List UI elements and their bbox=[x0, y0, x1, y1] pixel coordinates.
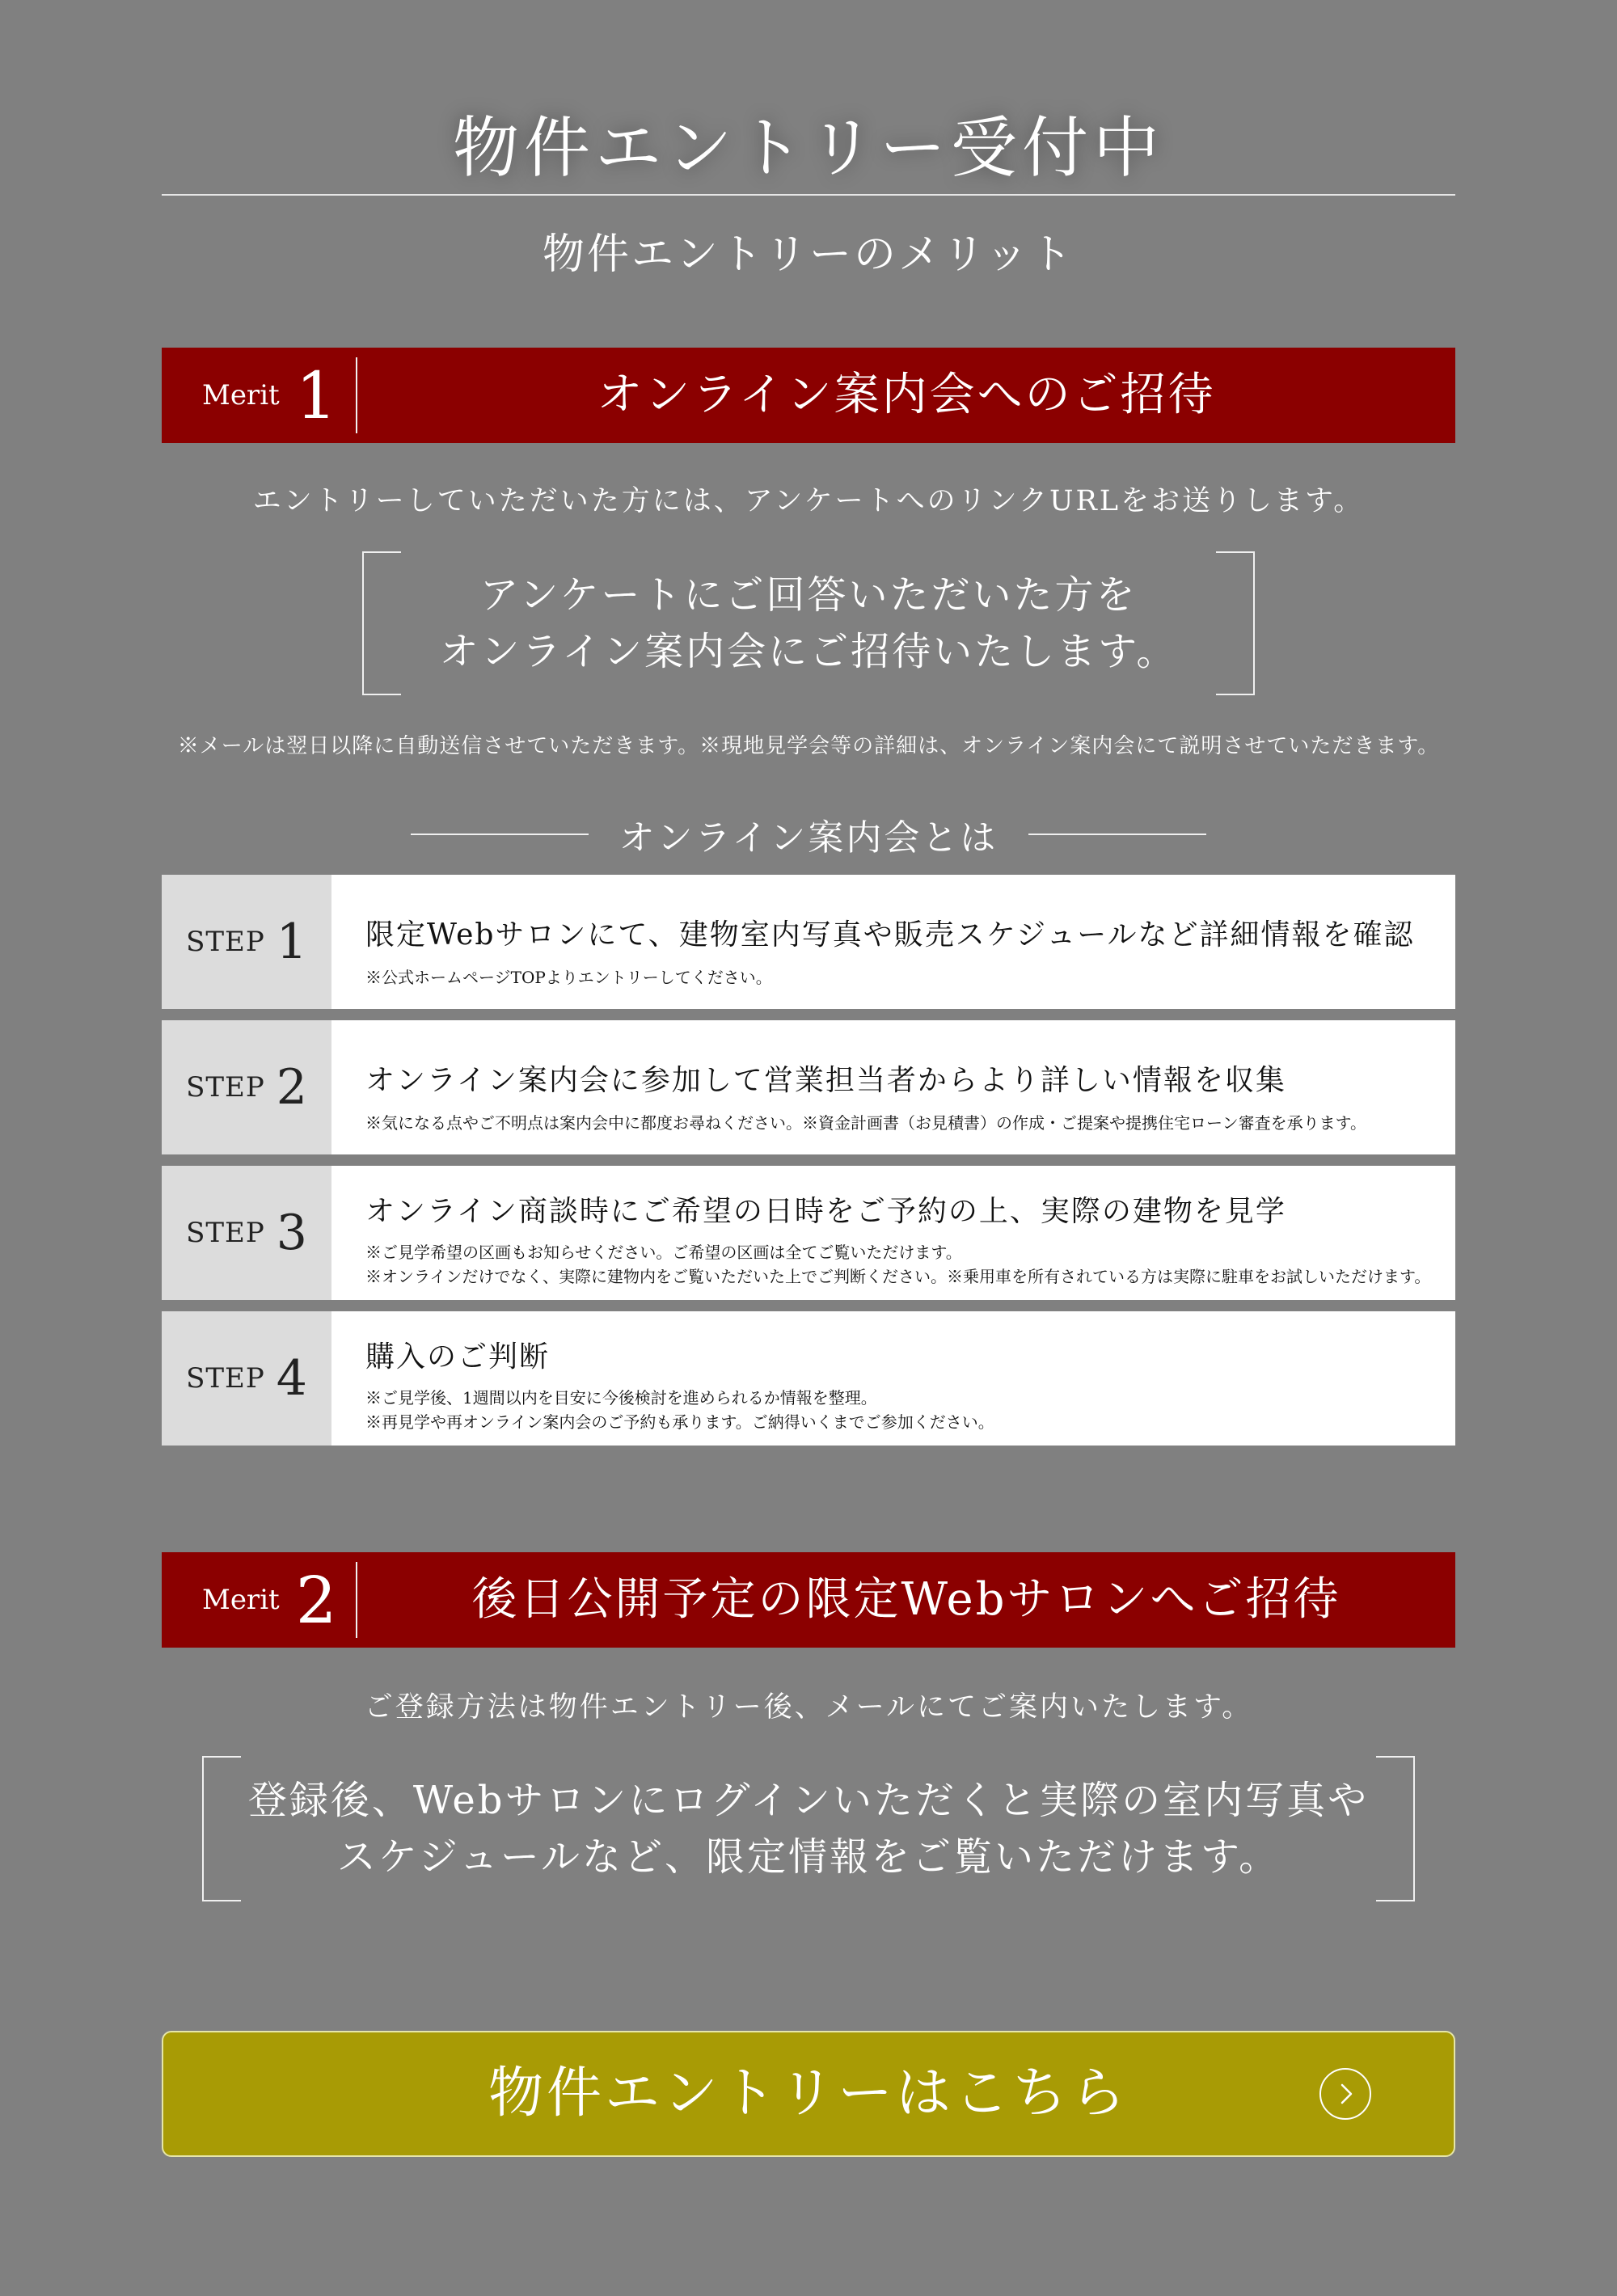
step-word: STEP bbox=[186, 926, 265, 958]
step-3-note-2: ※オンラインだけでなく、実際に建物内をご覧いただいた上でご判断ください。※乗用車を所有されている方は実際に駐車をお試しいただけます。 bbox=[365, 1267, 1431, 1286]
title-divider bbox=[162, 194, 1455, 196]
step-word: STEP bbox=[186, 1362, 265, 1395]
step-1-tab bbox=[162, 875, 331, 1009]
step-3-tab bbox=[162, 1166, 331, 1300]
step-3-card bbox=[162, 1166, 1455, 1300]
step-1-title: 限定Webサロンにて、建物室内写真や販売スケジュールなど詳細情報を確認 bbox=[365, 918, 1415, 952]
page-subtitle: 物件エントリーのメリット bbox=[543, 230, 1074, 279]
step-number: 1 bbox=[276, 914, 307, 970]
step-3-note-1: ※ご見学希望の区画もお知らせください。ご希望の区画は全てご覧いただけます。 bbox=[365, 1243, 962, 1262]
step-4-title: 購入のご判断 bbox=[365, 1340, 551, 1374]
merit-number: 2 bbox=[295, 1562, 337, 1638]
page-title: 物件エントリー受付中 bbox=[452, 110, 1164, 187]
merit-2-title: 後日公開予定の限定Webサロンへご招待 bbox=[471, 1573, 1341, 1626]
merit-1-description: エントリーしていただいた方には、アンケートへのリンクURLをお送りします。 bbox=[252, 485, 1365, 517]
step-2-title: オンライン案内会に参加して営業担当者からより詳しい情報を収集 bbox=[365, 1064, 1286, 1097]
step-word: STEP bbox=[186, 1217, 265, 1249]
merit-number: 1 bbox=[295, 357, 337, 433]
highlight-line-1: 登録後、Webサロンにログインいただくと実際の室内写真や bbox=[247, 1778, 1370, 1823]
step-number: 3 bbox=[276, 1205, 307, 1261]
merit-2-highlight-text bbox=[202, 1772, 1415, 1885]
merit-1-highlight-text bbox=[362, 567, 1255, 680]
step-4-note-2: ※再見学や再オンライン案内会のご予約も承ります。ご納得いくまでご参加ください。 bbox=[365, 1412, 994, 1432]
merit-2-description: ご登録方法は物件エントリー後、メールにてご案内いたします。 bbox=[364, 1691, 1253, 1724]
step-3-title: オンライン商談時にご希望の日時をご予約の上、実際の建物を見学 bbox=[365, 1195, 1286, 1228]
highlight-line-2: オンライン案内会にご招待いたします。 bbox=[439, 629, 1178, 674]
merit-word: Merit bbox=[202, 379, 280, 412]
step-4-note-1: ※ご見学後、1週間以内を目安に今後検討を進められるか情報を整理。 bbox=[365, 1388, 877, 1408]
step-1-card bbox=[162, 875, 1455, 1009]
merit-1-note: ※メールは翌日以降に自動送信させていただきます。※現地見学会等の詳細は、オンライン案内会にて説明させていただきます。 bbox=[177, 734, 1440, 758]
merit-1-banner bbox=[162, 348, 1455, 443]
merit-2-banner bbox=[162, 1552, 1455, 1648]
online-section-heading: オンライン案内会とは bbox=[619, 817, 998, 859]
entry-cta-button[interactable] bbox=[162, 2031, 1455, 2157]
merit-word: Merit bbox=[202, 1584, 280, 1616]
highlight-line-1: アンケートにご回答いただいた方を bbox=[479, 572, 1138, 618]
heading-line-right bbox=[1028, 834, 1206, 835]
merit-1-title: オンライン案内会へのご招待 bbox=[597, 369, 1216, 421]
merit-1-highlight-box bbox=[362, 551, 1255, 695]
merit-1-label bbox=[202, 348, 337, 443]
step-word: STEP bbox=[186, 1071, 265, 1104]
step-4-tab bbox=[162, 1311, 331, 1446]
step-number: 4 bbox=[276, 1350, 307, 1407]
merit-2-highlight-box bbox=[202, 1756, 1415, 1901]
highlight-line-2: スケジュールなど、限定情報をご覧いただけます。 bbox=[336, 1834, 1281, 1880]
step-4-card bbox=[162, 1311, 1455, 1446]
entry-cta-label: 物件エントリーはこちら bbox=[488, 2062, 1129, 2125]
step-2-tab bbox=[162, 1020, 331, 1154]
step-1-note-1: ※公式ホームページTOPよりエントリーしてください。 bbox=[365, 968, 772, 987]
chevron-right-circle-icon bbox=[1319, 2068, 1371, 2120]
step-2-card bbox=[162, 1020, 1455, 1154]
merit-2-label bbox=[202, 1552, 337, 1648]
step-2-note-1: ※気になる点やご不明点は案内会中に都度お尋ねください。※資金計画書（お見積書）の作成・ご提案や提携住宅ローン審査を承ります。 bbox=[365, 1113, 1366, 1133]
step-number: 2 bbox=[276, 1059, 307, 1116]
